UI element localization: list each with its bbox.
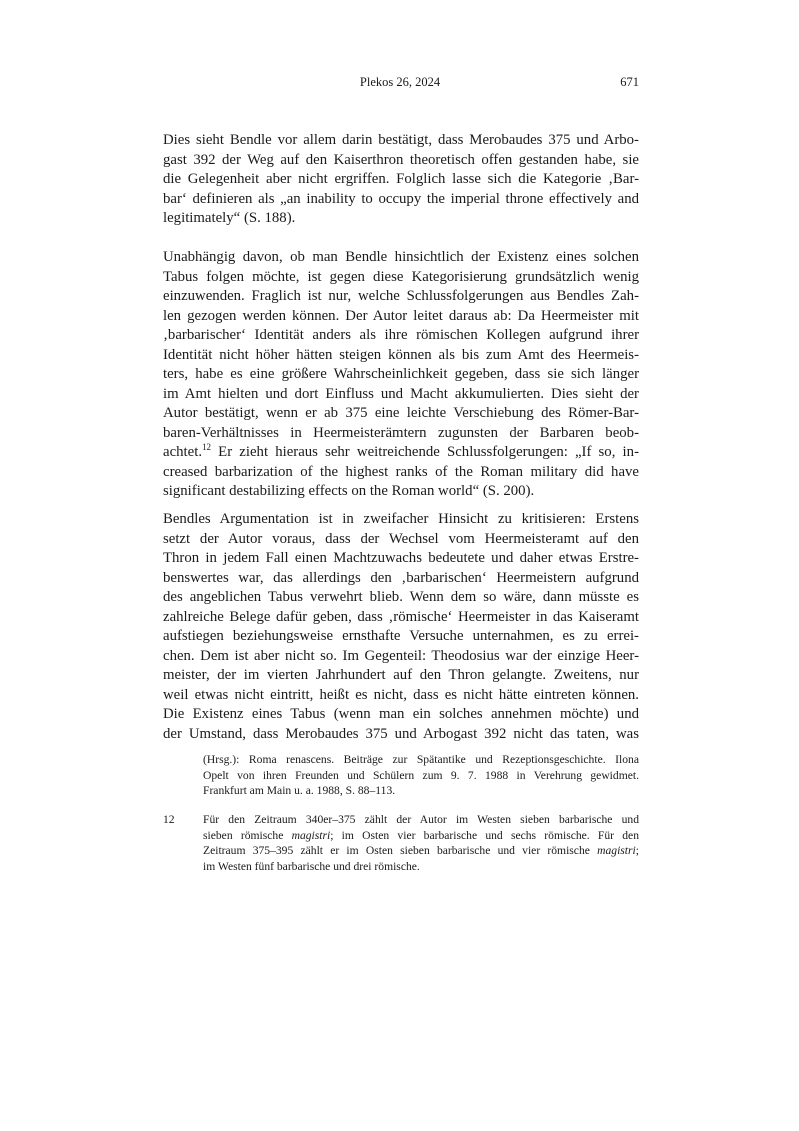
text-line: bar‘ definieren als „an inability to occupy the imperial throne effectively and xyxy=(163,190,639,207)
text: sieben römische xyxy=(203,828,292,842)
text: achtet. xyxy=(163,444,203,460)
text-line: des angeblichen Tabus verwehrt blieb. Wenn dem so wäre, dann müsste es xyxy=(163,589,639,605)
text-line: der Umstand, dass Merobaudes 375 und Arbogast 392 nicht das taten, was xyxy=(163,725,639,742)
text-line: im Amt hielten und dort Einfluss und Macht akkumulierten. Dies sieht der xyxy=(163,385,639,402)
footnote-12 xyxy=(203,812,639,874)
text-line: baren-Verhältnisses in Heermeisterämtern zugunsten der Barbaren beob- xyxy=(163,424,639,441)
text-line: weil etwas nicht eintritt, heißt es nicht, dass es nicht hätte eintreten können. xyxy=(163,686,639,703)
text-line: Tabus folgen möchte, ist gegen diese Kategorisierung grundsätzlich wenig xyxy=(163,268,639,285)
running-header: Plekos 26, 2024 xyxy=(359,75,441,89)
text-line: significant destabilizing effects on the Roman world“ (S. 200). xyxy=(163,483,535,499)
footnote-line: Opelt von ihren Freunden und Schülern zum 9. 7. 1988 in Verehrung gewidmet. xyxy=(203,768,639,782)
text: Zeitraum 375–395 zählt er im Osten sieben barbarische und vier römische xyxy=(203,844,598,858)
italic-term: magistri xyxy=(597,844,636,858)
text-line: die Gelegenheit aber nicht ergriffen. Folglich lasse sich die Kategorie ‚Bar- xyxy=(163,171,639,187)
footnote-line: Für den Zeitraum 340er–375 zählt der Autor im Westen sieben barbarische und xyxy=(203,813,639,826)
footnote-line: (Hrsg.): Roma renascens. Beiträge zur Spätantike und Rezeptionsgeschichte. Ilona xyxy=(203,753,639,766)
text-line: Identität nicht höher hätten steigen können als bis zum Amt des Heermeis- xyxy=(163,346,639,363)
footnote-line: im Westen fünf barbarische und drei römische. xyxy=(203,859,420,873)
text-line: zahlreiche Belege dafür geben, dass ‚römische‘ Heermeister in das Kaiseramt xyxy=(163,608,639,625)
text-line: len gezogen werden können. Der Autor leitet daraus ab: Da Heermeister mit xyxy=(163,307,639,324)
italic-term: magistri xyxy=(291,828,331,842)
footnote-line xyxy=(203,828,639,844)
text-line: legitimately“ (S. 188). xyxy=(163,210,296,226)
paragraph-3 xyxy=(163,510,639,744)
text-line: setzt der Autor voraus, dass der Wechsel vom Heermeisteramt auf den xyxy=(163,530,639,547)
footnote-reference[interactable]: 12 xyxy=(202,442,212,453)
page-number: 671 xyxy=(620,75,639,89)
text-line: ‚barbarischer‘ Identität anders als ihre römischen Kollegen aufgrund ihrer xyxy=(163,327,639,343)
text-line: Die Existenz eines Tabus (wenn man ein solches annehmen möchte) und xyxy=(163,706,639,722)
paragraph-2 xyxy=(163,248,639,502)
text: ; im Osten vier barbarische und sechs römische. Für den xyxy=(330,828,639,842)
text-line: einzuwenden. Fraglich ist nur, welche Schlussfolgerungen aus Bendles Zah- xyxy=(163,288,639,304)
text-line: ters, habe es eine größere Wahrscheinlichkeit gegeben, dass sie sich länger xyxy=(163,366,639,382)
text-line: benswertes war, das allerdings den ‚barbarischen‘ Heermeistern aufgrund xyxy=(163,569,639,586)
text-line: Bendles Argumentation ist in zweifacher Hinsicht zu kritisieren: Erstens xyxy=(163,511,639,527)
text-line: aufstiegen beziehungsweise ernsthafte Versuche unternahmen, es zu errei- xyxy=(163,628,639,644)
paragraph-1 xyxy=(163,131,639,229)
footnote-line xyxy=(203,843,639,859)
footnote-number: 12 xyxy=(163,813,175,826)
text-line: Thron in jedem Fall einen Machtzuwachs bedeutete und daher etwas Erstre- xyxy=(163,550,639,566)
text: Er zieht hieraus sehr weitreichende Schlussfolgerungen: „If so, in- xyxy=(211,444,639,460)
text-line: Dies sieht Bendle vor allem darin bestätigt, dass Merobaudes 375 und Arbo- xyxy=(163,132,639,148)
footnote-continued xyxy=(203,752,639,799)
footnote-line: Frankfurt am Main u. a. 1988, S. 88–113. xyxy=(203,784,396,798)
text-line-with-footnote xyxy=(163,443,639,463)
text-line: meister, der im vierten Jahrhundert auf den Thron gelangte. Zweitens, nur xyxy=(163,667,639,683)
text-line: chen. Dem ist aber nicht so. Im Gegenteil: Theodosius war der einzige Heer- xyxy=(163,647,639,664)
text: ; xyxy=(635,844,639,858)
text-line: creased barbarization of the highest ranks of the Roman military did have xyxy=(163,463,639,480)
text-line: Autor bestätigt, wenn er ab 375 eine leichte Verschiebung des Römer-Bar- xyxy=(163,405,639,421)
text-line: Unabhängig davon, ob man Bendle hinsichtlich der Existenz eines solchen xyxy=(163,249,639,265)
text-line: gast 392 der Weg auf den Kaiserthron theoretisch offen gestanden habe, sie xyxy=(163,151,639,168)
